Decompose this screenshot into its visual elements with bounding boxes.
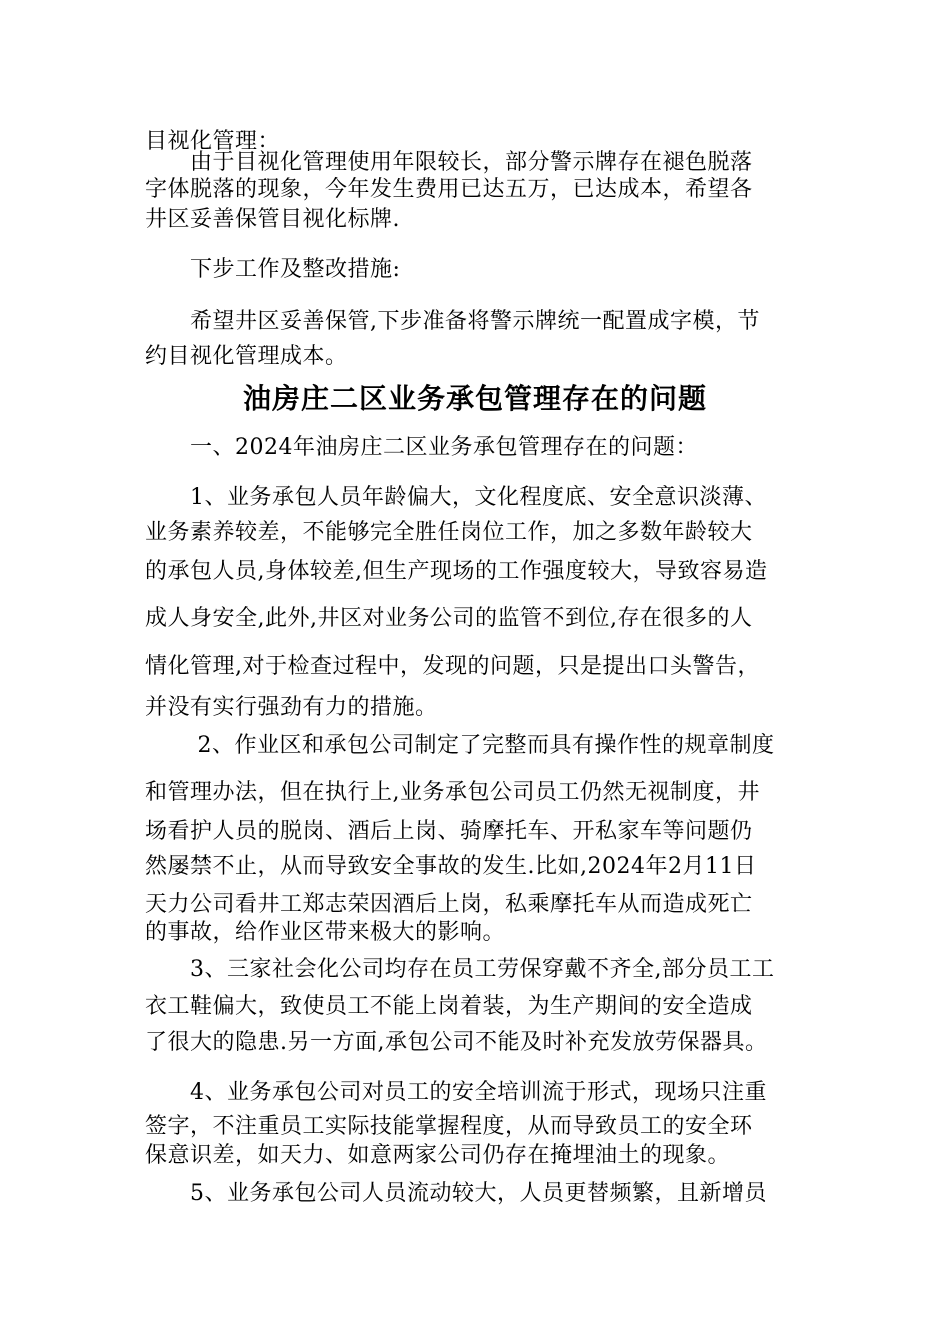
section-title: 油房庄二区业务承包管理存在的问题 (242, 382, 707, 415)
paragraph-line: 衣工鞋偏大，致使员工不能上岗着装，为生产期间的安全造成 (145, 994, 753, 1019)
paragraph-line: 2、作业区和承包公司制定了完整而具有操作性的规章制度 (145, 733, 775, 758)
paragraph-line: 下步工作及整改措施: (145, 257, 401, 282)
paragraph-line: 希望井区妥善保管,下步准备将警示牌统一配置成字模，节 (145, 309, 760, 334)
paragraph-line: 由于目视化管理使用年限较长，部分警示牌存在褪色脱落 (145, 150, 753, 175)
paragraph-line: 3、三家社会化公司均存在员工劳保穿戴不齐全,部分员工工 (145, 957, 775, 982)
paragraph-line: 场看护人员的脱岗、酒后上岗、骑摩托车、开私家车等问题仍 (145, 819, 753, 844)
paragraph-line: 约目视化管理成本。 (145, 344, 348, 369)
paragraph-line: 一、2024年油房庄二区业务承包管理存在的问题： (145, 435, 698, 460)
paragraph-line: 保意识差，如天力、如意两家公司仍存在掩埋油土的现象。 (145, 1143, 731, 1168)
paragraph-line: 并没有实行强劲有力的措施。 (145, 695, 438, 720)
paragraph-line: 目视化管理： (145, 129, 281, 154)
paragraph-line: 4、业务承包公司对员工的安全培训流于形式，现场只注重 (145, 1080, 767, 1105)
paragraph-line: 情化管理,对于检查过程中，发现的问题，只是提出口头警告， (145, 654, 760, 679)
paragraph-line: 然屡禁不止，从而导致安全事故的发生.比如,2024年2月11日 (145, 854, 757, 879)
paragraph-line: 的承包人员,身体较差,但生产现场的工作强度较大，导致容易造 (145, 559, 768, 584)
paragraph-line: 天力公司看井工郑志荣因酒后上岗，私乘摩托车从而造成死亡 (145, 892, 753, 917)
paragraph-line: 的事故，给作业区带来极大的影响。 (145, 920, 506, 945)
paragraph-line: 井区妥善保管目视化标牌. (145, 207, 400, 232)
paragraph-line: 业务素养较差，不能够完全胜任岗位工作，加之多数年龄较大 (145, 520, 753, 545)
paragraph-line: 签字，不注重员工实际技能掌握程度，从而导致员工的安全环 (145, 1114, 753, 1139)
paragraph-line: 5、业务承包公司人员流动较大，人员更替频繁，且新增员 (145, 1181, 767, 1206)
paragraph-line: 成人身安全,此外,井区对业务公司的监管不到位,存在很多的人 (145, 606, 753, 631)
paragraph-line: 和管理办法，但在执行上,业务承包公司员工仍然无视制度，井 (145, 780, 760, 805)
paragraph-line: 了很大的隐患.另一方面,承包公司不能及时补充发放劳保器具。 (145, 1030, 768, 1055)
paragraph-line: 1、业务承包人员年龄偏大，文化程度底、安全意识淡薄、 (145, 485, 767, 510)
paragraph-line: 字体脱落的现象，今年发生费用已达五万，已达成本，希望各 (145, 177, 753, 202)
